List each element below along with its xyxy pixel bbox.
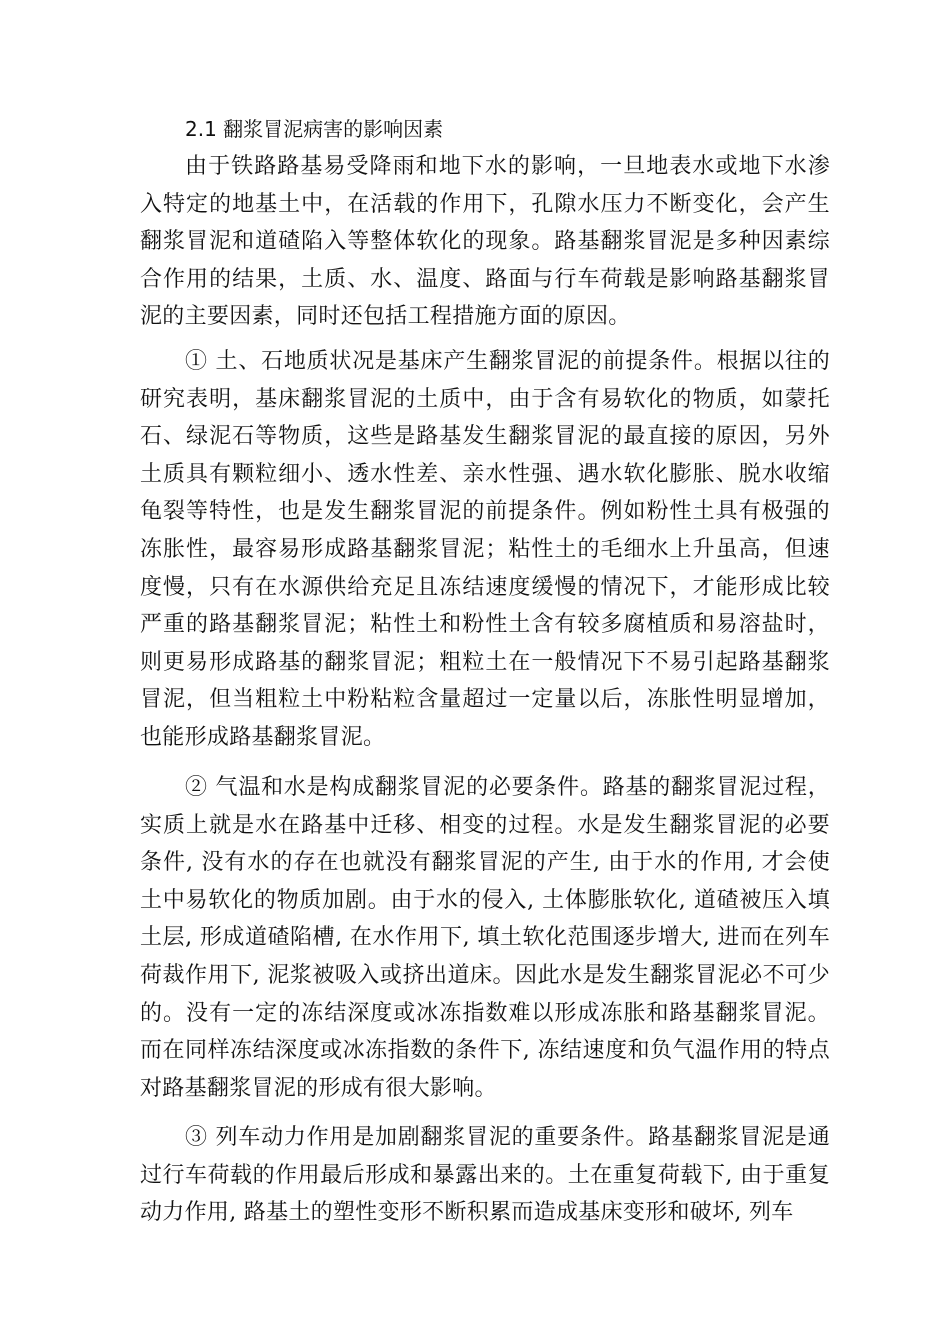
paragraph-soil-conditions: ① 土、石地质状况是基床产生翻浆冒泥的前提条件。根据以往的研究表明，基床翻浆冒泥的土质中，由于含有易软化的物质，如蒙托石、绿泥石等物质，这些是路基发生翻浆冒泥的最直接的原因，另外土质具有颗粒细小、透水性差、亲水性强、遇水软化膨胀、脱水收缩龟裂等特性，也是发生翻浆冒泥的前提条件。例如粉性土具有极强的冻胀性，最容易形成路基翻浆冒泥；粘性土的毛细水上升虽高，但速度慢，只有在水源供给充足且冻结速度缓慢的情况下，才能形成比较严重的路基翻浆冒泥；粘性土和粉性土含有较多腐植质和易溶盐时，则更易形成路基的翻浆冒泥；粗粒土在一般情况下不易引起路基翻浆冒泥，但当粗粒土中粉粘粒含量超过一定量以后，冻胀性明显增加，也能形成路基翻浆冒泥。 [140, 349, 830, 750]
paragraph-train-load: ③ 列车动力作用是加剧翻浆冒泥的重要条件。路基翻浆冒泥是通过行车荷载的作用最后形成和暴露出来的。土在重复荷载下, 由于重复动力作用, 路基土的塑性变形不断积累而造成基床变形和破坏, 列车 [140, 1125, 830, 1226]
paragraph-temperature-water: ② 气温和水是构成翻浆冒泥的必要条件。路基的翻浆冒泥过程，实质上就是水在路基中迁移、相变的过程。水是发生翻浆冒泥的必要条件, 没有水的存在也就没有翻浆冒泥的产生, 由于水的作用, 才会使土中易软化的物质加剧。由于水的侵入, 土体膨胀软化, 道碴被压入填土层, 形成道碴陷槽, 在水作用下, 填土软化范围逐步增大, 进而在列车荷裁作用下, 泥浆被吸入或挤出道床。因此水是发生翻浆冒泥必不可少的。没有一定的冻结深度或冰冻指数难以形成冻胀和路基翻浆冒泥。而在同样冻结深度或冰冻指数的条件下, 冻结速度和负气温作用的特点对路基翻浆冒泥的形成有很大影响。 [140, 775, 830, 1101]
paragraph-intro: 由于铁路路基易受降雨和地下水的影响，一旦地表水或地下水渗入特定的地基土中，在活载的作用下，孔隙水压力不断变化，会产生翻浆冒泥和道碴陷入等整体软化的现象。路基翻浆冒泥是多种因素综合作用的结果，土质、水、温度、路面与行车荷载是影响路基翻浆冒泥的主要因素，同时还包括工程措施方面的原因。 [140, 154, 830, 330]
section-heading: 2.1 翻浆冒泥病害的影响因素 [185, 117, 444, 141]
